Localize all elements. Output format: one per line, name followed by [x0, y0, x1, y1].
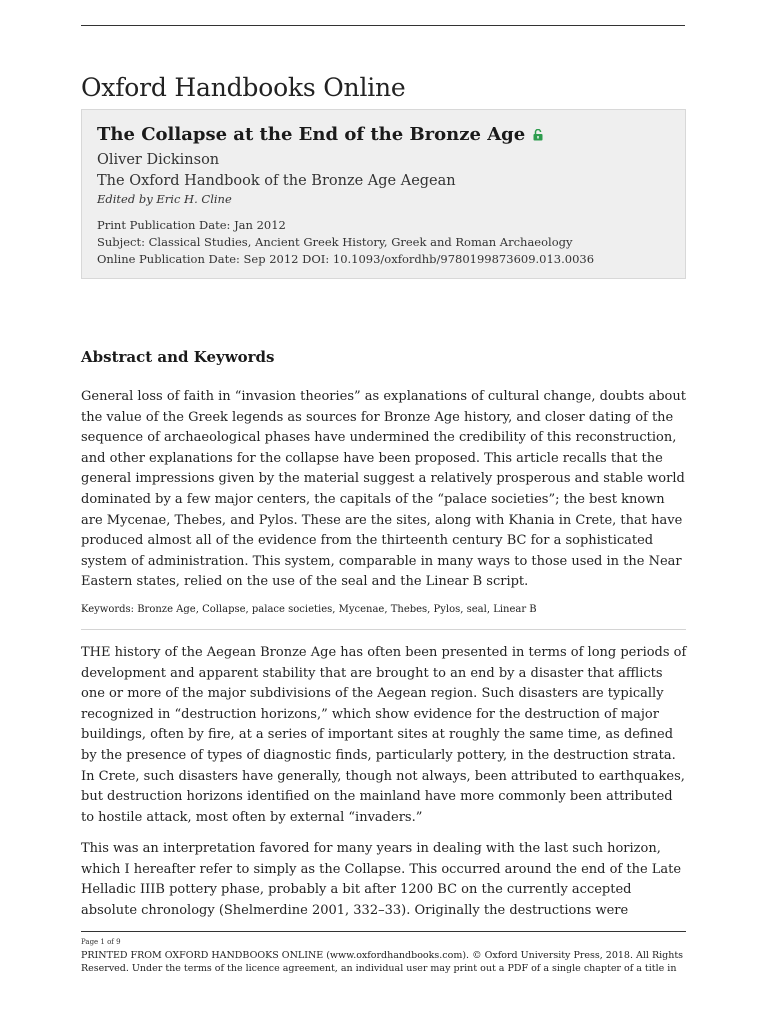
- print-publication-date: Print Publication Date: Jan 2012: [97, 218, 286, 232]
- author-name[interactable]: Oliver Dickinson: [97, 152, 220, 168]
- keywords-line: Keywords: Bronze Age, Collapse, palace societies, Mycenae, Thebes, Pylos, seal, Linear B: [81, 604, 537, 615]
- abstract-paragraph: General loss of faith in “invasion theories” as explanations of cultural change, doubts about the value of the Greek legends as sources for Bronze Age history, and closer dating of the sequence of archaeological phases have undermined the credibility of this reconstruction, and other explanations for the collapse have been proposed. This article recalls that the general impressions given by the material suggest a relatively prosperous and stable world dominated by a few major centers, the capitals of the “palace societies”; the best known are Mycenae, Thebes, and Pylos. These are the sites, along with Khania in Crete, that have produced almost all of the evidence from the thirteenth century BC for a sophisticated system of administration. This system, comparable in many ways to those used in the Near Eastern states, relied on the use of the seal and the Linear B script.: [81, 389, 686, 590]
- online-publication-doi: Online Publication Date: Sep 2012 DOI: 10.1093/oxfordhb/9780199873609.013.0036: [97, 252, 595, 266]
- open-access-lock-icon: [533, 125, 543, 137]
- page-number: Page 1 of 9: [81, 938, 121, 946]
- section-divider: [81, 629, 686, 630]
- footer-copyright: PRINTED FROM OXFORD HANDBOOKS ONLINE (www.oxfordhandbooks.com). © Oxford University Press, 2018. All Rights Reserved. Under the terms of the licence agreement, an individual user may print out a PDF of a single chapter of a title in: [81, 950, 684, 973]
- body-paragraph-2: This was an interpretation favored for many years in dealing with the last such horizon, which I hereafter refer to simply as the Collapse. This occurred around the end of the Late Helladic IIIB pottery phase, probably a bit after 1200 BC on the currently accepted absolute chronology (Shelmerdine 2001, 332–33). Originally the destructions were: [81, 841, 682, 918]
- chapter-title-row: [97, 124, 543, 145]
- handbook-title[interactable]: The Oxford Handbook of the Bronze Age Aegean: [97, 173, 456, 189]
- editor-line: Edited by Eric H. Cline: [97, 192, 232, 206]
- chapter-metadata-box: [81, 109, 686, 279]
- site-title: Oxford Handbooks Online: [81, 73, 406, 102]
- chapter-title[interactable]: The Collapse at the End of the Bronze Age: [97, 124, 526, 145]
- top-rule: [81, 25, 685, 26]
- body-paragraph-1: THE history of the Aegean Bronze Age has often been presented in terms of long periods of development and apparent stability that are brought to an end by a disaster that afflicts one or more of the major subdivisions of the Aegean region. Such disasters are typically recognized in “destruction horizons,” which show evidence for the destruction of major buildings, often by fire, at a series of important sites at roughly the same time, as defined by the presence of types of diagnostic finds, particularly pottery, in the destruction strata. In Crete, such disasters have generally, though not always, been attributed to earthquakes, but destruction horizons identified on the mainland have more commonly been attributed to hostile attack, most often by external “invaders.”: [81, 645, 687, 825]
- footer-rule: [81, 931, 686, 932]
- subject-line: Subject: Classical Studies, Ancient Greek History, Greek and Roman Archaeology: [97, 235, 573, 249]
- abstract-heading: Abstract and Keywords: [81, 348, 275, 366]
